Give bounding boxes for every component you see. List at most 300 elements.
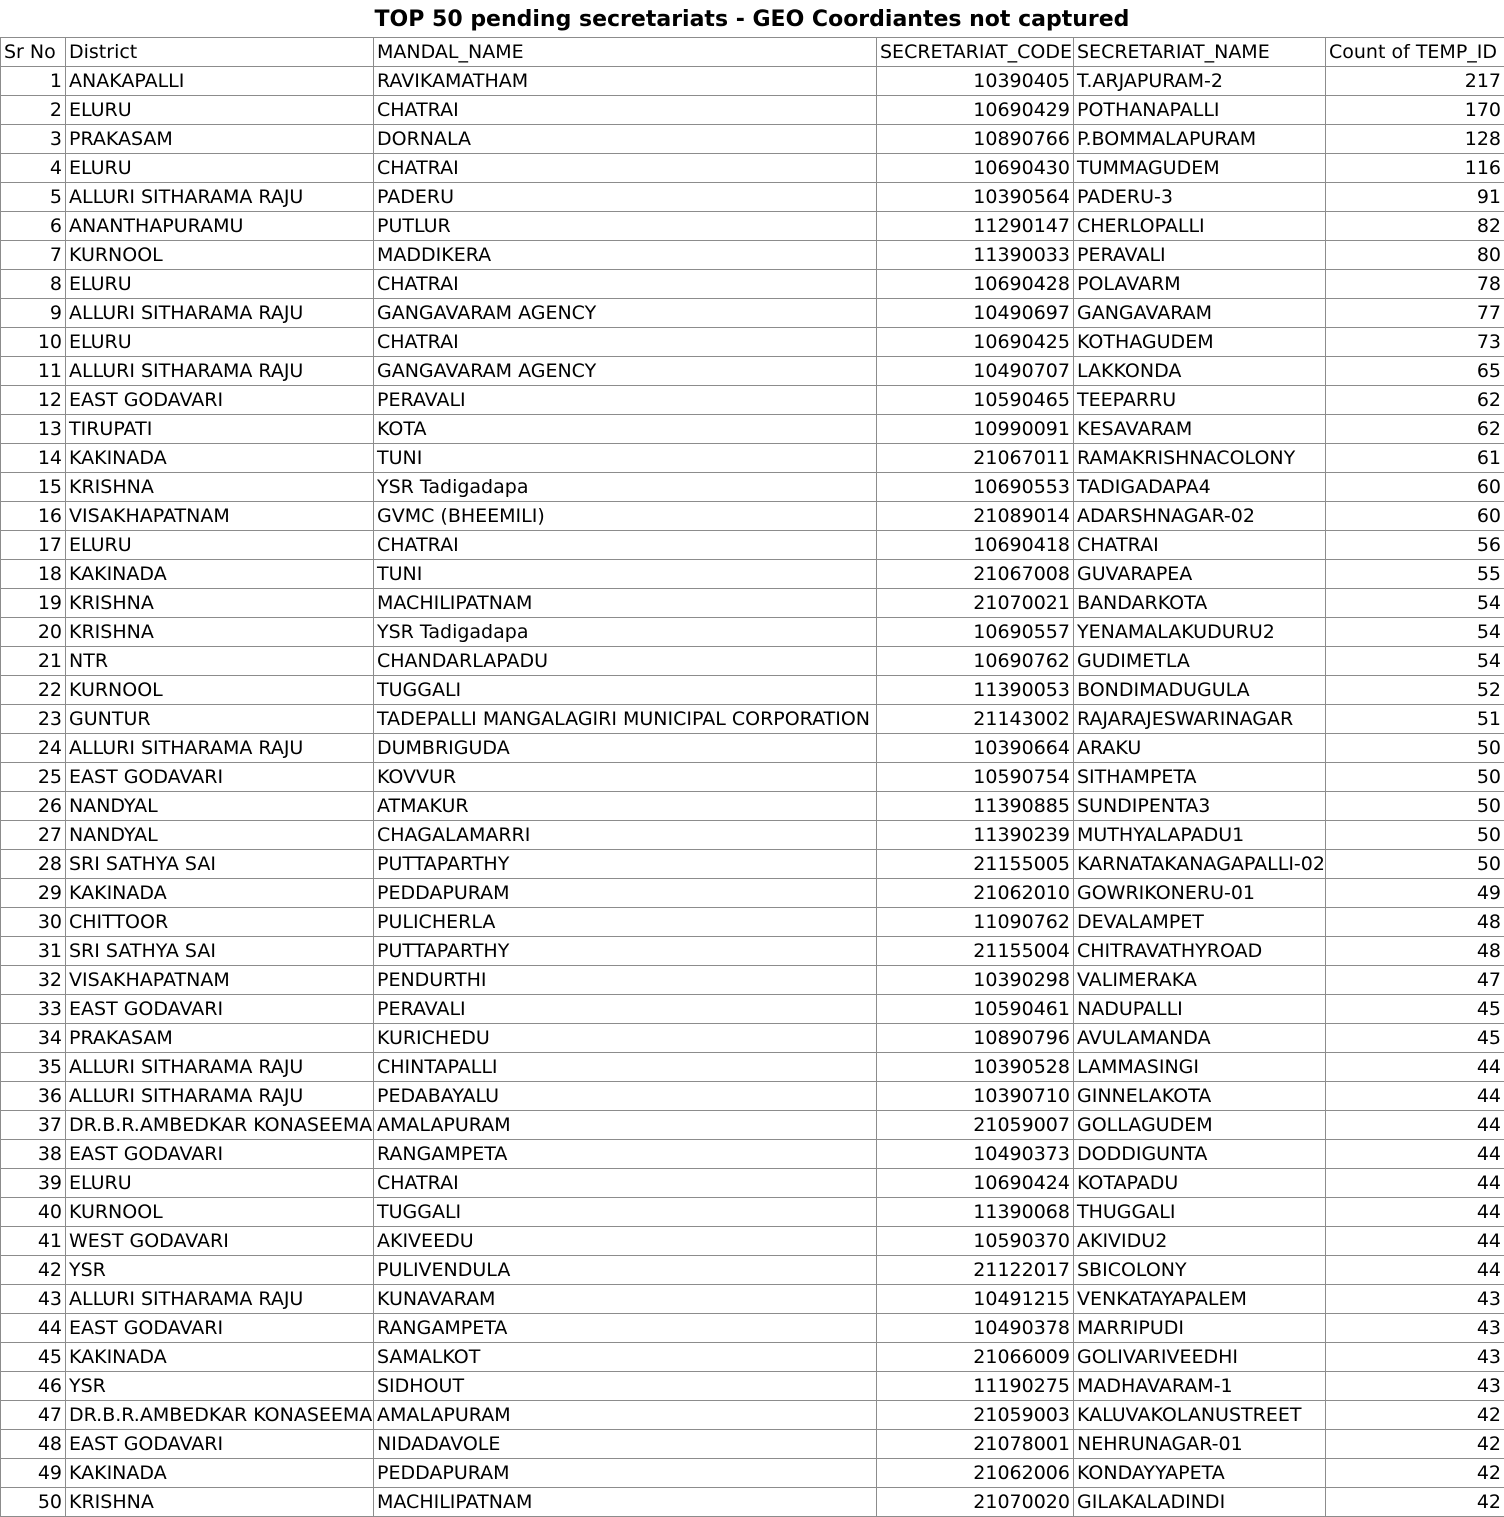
sr-no-cell: 27 [1, 821, 66, 850]
mandal-name-cell: AMALAPURAM [374, 1401, 877, 1430]
mandal-name-cell: RANGAMPETA [374, 1140, 877, 1169]
count-cell: 49 [1326, 879, 1504, 908]
secretariat-name-cell: ARAKU [1074, 734, 1326, 763]
secretariat-code-cell: 21066009 [877, 1343, 1074, 1372]
district-cell: NTR [66, 647, 374, 676]
table-row [1, 937, 1504, 966]
table-row [1, 908, 1504, 937]
mandal-name-cell: CHATRAI [374, 1169, 877, 1198]
district-cell: SRI SATHYA SAI [66, 850, 374, 879]
count-cell: 80 [1326, 241, 1504, 270]
secretariat-name-cell: TUMMAGUDEM [1074, 154, 1326, 183]
table-title: TOP 50 pending secretariats - GEO Coordiantes not captured [374, 7, 1130, 32]
sr-no-cell: 16 [1, 502, 66, 531]
table-row [1, 212, 1504, 241]
secretariat-code-cell: 10491215 [877, 1285, 1074, 1314]
district-cell: EAST GODAVARI [66, 763, 374, 792]
header-row [1, 38, 1504, 67]
count-cell: 44 [1326, 1140, 1504, 1169]
district-cell: ALLURI SITHARAMA RAJU [66, 357, 374, 386]
table-row [1, 1198, 1504, 1227]
sr-no-cell: 43 [1, 1285, 66, 1314]
mandal-name-cell: CHANDARLAPADU [374, 647, 877, 676]
count-cell: 116 [1326, 154, 1504, 183]
secretariat-code-cell: 21070021 [877, 589, 1074, 618]
sr-no-cell: 49 [1, 1459, 66, 1488]
table-row [1, 1169, 1504, 1198]
count-cell: 65 [1326, 357, 1504, 386]
district-cell: EAST GODAVARI [66, 995, 374, 1024]
count-cell: 44 [1326, 1169, 1504, 1198]
district-cell: GUNTUR [66, 705, 374, 734]
sr-no-cell: 4 [1, 154, 66, 183]
district-cell: ALLURI SITHARAMA RAJU [66, 1053, 374, 1082]
mandal-name-cell: YSR Tadigadapa [374, 473, 877, 502]
count-cell: 43 [1326, 1343, 1504, 1372]
count-cell: 45 [1326, 995, 1504, 1024]
district-cell: WEST GODAVARI [66, 1227, 374, 1256]
secretariat-name-cell: T.ARJAPURAM-2 [1074, 67, 1326, 96]
secretariat-name-cell: AVULAMANDA [1074, 1024, 1326, 1053]
district-cell: EAST GODAVARI [66, 1430, 374, 1459]
secretariat-code-cell: 10390710 [877, 1082, 1074, 1111]
count-cell: 62 [1326, 386, 1504, 415]
district-cell: TIRUPATI [66, 415, 374, 444]
district-cell: ALLURI SITHARAMA RAJU [66, 1285, 374, 1314]
count-cell: 60 [1326, 473, 1504, 502]
mandal-name-cell: AMALAPURAM [374, 1111, 877, 1140]
secretariat-name-cell: LAKKONDA [1074, 357, 1326, 386]
table-row [1, 1111, 1504, 1140]
secretariat-name-cell: MUTHYALAPADU1 [1074, 821, 1326, 850]
mandal-name-cell: CHATRAI [374, 154, 877, 183]
district-cell: ELURU [66, 96, 374, 125]
mandal-name-cell: DORNALA [374, 125, 877, 154]
column-header-district: District [66, 38, 374, 67]
table-row [1, 1430, 1504, 1459]
mandal-name-cell: CHATRAI [374, 270, 877, 299]
sr-no-cell: 20 [1, 618, 66, 647]
table-row [1, 995, 1504, 1024]
count-cell: 78 [1326, 270, 1504, 299]
table-row [1, 473, 1504, 502]
count-cell: 44 [1326, 1053, 1504, 1082]
mandal-name-cell: TUNI [374, 444, 877, 473]
secretariat-name-cell: PADERU-3 [1074, 183, 1326, 212]
secretariat-code-cell: 21059003 [877, 1401, 1074, 1430]
table-row [1, 299, 1504, 328]
count-cell: 50 [1326, 850, 1504, 879]
secretariat-name-cell: DEVALAMPET [1074, 908, 1326, 937]
secretariat-code-cell: 10690430 [877, 154, 1074, 183]
table-row [1, 1459, 1504, 1488]
district-cell: KURNOOL [66, 1198, 374, 1227]
sr-no-cell: 33 [1, 995, 66, 1024]
table-row [1, 560, 1504, 589]
secretariat-code-cell: 21062010 [877, 879, 1074, 908]
table-row [1, 1314, 1504, 1343]
column-header-mandal-name: MANDAL_NAME [374, 38, 877, 67]
district-cell: ALLURI SITHARAMA RAJU [66, 183, 374, 212]
sr-no-cell: 46 [1, 1372, 66, 1401]
mandal-name-cell: RAVIKAMATHAM [374, 67, 877, 96]
secretariat-name-cell: KOTAPADU [1074, 1169, 1326, 1198]
secretariat-code-cell: 10690425 [877, 328, 1074, 357]
sr-no-cell: 38 [1, 1140, 66, 1169]
count-cell: 48 [1326, 937, 1504, 966]
table-row [1, 647, 1504, 676]
secretariat-code-cell: 21078001 [877, 1430, 1074, 1459]
secretariat-name-cell: GUDIMETLA [1074, 647, 1326, 676]
secretariat-code-cell: 11390239 [877, 821, 1074, 850]
count-cell: 50 [1326, 821, 1504, 850]
secretariat-name-cell: BONDIMADUGULA [1074, 676, 1326, 705]
table-row [1, 879, 1504, 908]
sr-no-cell: 42 [1, 1256, 66, 1285]
table-row [1, 1140, 1504, 1169]
mandal-name-cell: PERAVALI [374, 995, 877, 1024]
secretariat-code-cell: 10590754 [877, 763, 1074, 792]
district-cell: KAKINADA [66, 1343, 374, 1372]
count-cell: 43 [1326, 1372, 1504, 1401]
mandal-name-cell: MADDIKERA [374, 241, 877, 270]
count-cell: 51 [1326, 705, 1504, 734]
count-cell: 48 [1326, 908, 1504, 937]
table-row [1, 154, 1504, 183]
table-row [1, 531, 1504, 560]
secretariat-code-cell: 21062006 [877, 1459, 1074, 1488]
secretariat-code-cell: 10490707 [877, 357, 1074, 386]
table-row [1, 589, 1504, 618]
secretariat-code-cell: 21059007 [877, 1111, 1074, 1140]
sr-no-cell: 19 [1, 589, 66, 618]
secretariat-name-cell: GINNELAKOTA [1074, 1082, 1326, 1111]
secretariat-code-cell: 10690553 [877, 473, 1074, 502]
secretariat-name-cell: GOLIVARIVEEDHI [1074, 1343, 1326, 1372]
secretariat-name-cell: MARRIPUDI [1074, 1314, 1326, 1343]
district-cell: ELURU [66, 154, 374, 183]
district-cell: SRI SATHYA SAI [66, 937, 374, 966]
count-cell: 54 [1326, 589, 1504, 618]
district-cell: ALLURI SITHARAMA RAJU [66, 734, 374, 763]
secretariat-name-cell: DODDIGUNTA [1074, 1140, 1326, 1169]
sr-no-cell: 37 [1, 1111, 66, 1140]
district-cell: ELURU [66, 1169, 374, 1198]
mandal-name-cell: TADEPALLI MANGALAGIRI MUNICIPAL CORPORATION [374, 705, 877, 734]
secretariat-name-cell: SITHAMPETA [1074, 763, 1326, 792]
secretariat-name-cell: SUNDIPENTA3 [1074, 792, 1326, 821]
sr-no-cell: 13 [1, 415, 66, 444]
sr-no-cell: 28 [1, 850, 66, 879]
count-cell: 62 [1326, 415, 1504, 444]
secretariat-code-cell: 10490697 [877, 299, 1074, 328]
mandal-name-cell: KURICHEDU [374, 1024, 877, 1053]
secretariat-name-cell: RAJARAJESWARINAGAR [1074, 705, 1326, 734]
mandal-name-cell: PUTTAPARTHY [374, 937, 877, 966]
table-row [1, 618, 1504, 647]
sr-no-cell: 31 [1, 937, 66, 966]
mandal-name-cell: PERAVALI [374, 386, 877, 415]
secretariat-name-cell: BANDARKOTA [1074, 589, 1326, 618]
mandal-name-cell: RANGAMPETA [374, 1314, 877, 1343]
sr-no-cell: 5 [1, 183, 66, 212]
table-row [1, 966, 1504, 995]
table-row [1, 1401, 1504, 1430]
mandal-name-cell: KOTA [374, 415, 877, 444]
secretariat-code-cell: 21122017 [877, 1256, 1074, 1285]
sr-no-cell: 14 [1, 444, 66, 473]
district-cell: ELURU [66, 328, 374, 357]
sr-no-cell: 7 [1, 241, 66, 270]
secretariat-code-cell: 10890796 [877, 1024, 1074, 1053]
table-row [1, 1285, 1504, 1314]
district-cell: NANDYAL [66, 821, 374, 850]
sr-no-cell: 17 [1, 531, 66, 560]
sr-no-cell: 24 [1, 734, 66, 763]
secretariat-code-cell: 11390053 [877, 676, 1074, 705]
sr-no-cell: 6 [1, 212, 66, 241]
mandal-name-cell: PENDURTHI [374, 966, 877, 995]
mandal-name-cell: YSR Tadigadapa [374, 618, 877, 647]
district-cell: KAKINADA [66, 444, 374, 473]
mandal-name-cell: PUTTAPARTHY [374, 850, 877, 879]
mandal-name-cell: PADERU [374, 183, 877, 212]
table-row [1, 328, 1504, 357]
secretariat-code-cell: 10590370 [877, 1227, 1074, 1256]
secretariat-code-cell: 10490373 [877, 1140, 1074, 1169]
secretariat-code-cell: 10690762 [877, 647, 1074, 676]
mandal-name-cell: KUNAVARAM [374, 1285, 877, 1314]
sr-no-cell: 39 [1, 1169, 66, 1198]
sr-no-cell: 8 [1, 270, 66, 299]
district-cell: KAKINADA [66, 1459, 374, 1488]
secretariat-name-cell: SBICOLONY [1074, 1256, 1326, 1285]
count-cell: 170 [1326, 96, 1504, 125]
mandal-name-cell: TUNI [374, 560, 877, 589]
mandal-name-cell: CHATRAI [374, 328, 877, 357]
mandal-name-cell: PEDABAYALU [374, 1082, 877, 1111]
district-cell: DR.B.R.AMBEDKAR KONASEEMA [66, 1111, 374, 1140]
secretariat-name-cell: CHITRAVATHYROAD [1074, 937, 1326, 966]
sr-no-cell: 10 [1, 328, 66, 357]
sr-no-cell: 48 [1, 1430, 66, 1459]
secretariat-code-cell: 10390664 [877, 734, 1074, 763]
secretariat-code-cell: 10690418 [877, 531, 1074, 560]
count-cell: 217 [1326, 67, 1504, 96]
secretariat-name-cell: PERAVALI [1074, 241, 1326, 270]
mandal-name-cell: PULICHERLA [374, 908, 877, 937]
secretariat-name-cell: LAMMASINGI [1074, 1053, 1326, 1082]
district-cell: KAKINADA [66, 560, 374, 589]
secretariat-code-cell: 10690424 [877, 1169, 1074, 1198]
mandal-name-cell: MACHILIPATNAM [374, 589, 877, 618]
sr-no-cell: 34 [1, 1024, 66, 1053]
table-row [1, 850, 1504, 879]
secretariat-name-cell: GOLLAGUDEM [1074, 1111, 1326, 1140]
secretariat-code-cell: 11390885 [877, 792, 1074, 821]
count-cell: 44 [1326, 1082, 1504, 1111]
secretariat-name-cell: NEHRUNAGAR-01 [1074, 1430, 1326, 1459]
count-cell: 73 [1326, 328, 1504, 357]
count-cell: 44 [1326, 1198, 1504, 1227]
district-cell: ANANTHAPURAMU [66, 212, 374, 241]
district-cell: EAST GODAVARI [66, 1314, 374, 1343]
mandal-name-cell: NIDADAVOLE [374, 1430, 877, 1459]
secretariat-code-cell: 11290147 [877, 212, 1074, 241]
sr-no-cell: 45 [1, 1343, 66, 1372]
secretariat-code-cell: 21143002 [877, 705, 1074, 734]
secretariat-code-cell: 10590465 [877, 386, 1074, 415]
table-row [1, 792, 1504, 821]
secretariat-code-cell: 21067011 [877, 444, 1074, 473]
district-cell: ELURU [66, 531, 374, 560]
mandal-name-cell: PUTLUR [374, 212, 877, 241]
district-cell: ALLURI SITHARAMA RAJU [66, 299, 374, 328]
mandal-name-cell: CHATRAI [374, 531, 877, 560]
mandal-name-cell: DUMBRIGUDA [374, 734, 877, 763]
table-row [1, 1024, 1504, 1053]
secretariat-code-cell: 21067008 [877, 560, 1074, 589]
sr-no-cell: 18 [1, 560, 66, 589]
secretariat-code-cell: 21089014 [877, 502, 1074, 531]
district-cell: YSR [66, 1372, 374, 1401]
secretariat-code-cell: 10390298 [877, 966, 1074, 995]
secretariat-name-cell: VALIMERAKA [1074, 966, 1326, 995]
secretariat-name-cell: AKIVIDU2 [1074, 1227, 1326, 1256]
mandal-name-cell: GVMC (BHEEMILI) [374, 502, 877, 531]
sr-no-cell: 15 [1, 473, 66, 502]
table-row [1, 1488, 1504, 1517]
count-cell: 60 [1326, 502, 1504, 531]
count-cell: 42 [1326, 1488, 1504, 1517]
count-cell: 91 [1326, 183, 1504, 212]
table-row [1, 357, 1504, 386]
secretariat-name-cell: ADARSHNAGAR-02 [1074, 502, 1326, 531]
secretariat-code-cell: 21070020 [877, 1488, 1074, 1517]
secretariat-name-cell: THUGGALI [1074, 1198, 1326, 1227]
mandal-name-cell: CHINTAPALLI [374, 1053, 877, 1082]
secretariat-name-cell: KALUVAKOLANUSTREET [1074, 1401, 1326, 1430]
mandal-name-cell: MACHILIPATNAM [374, 1488, 877, 1517]
table-row [1, 270, 1504, 299]
secretariat-name-cell: POLAVARM [1074, 270, 1326, 299]
sr-no-cell: 44 [1, 1314, 66, 1343]
count-cell: 47 [1326, 966, 1504, 995]
count-cell: 43 [1326, 1285, 1504, 1314]
table-row [1, 1082, 1504, 1111]
table-row [1, 444, 1504, 473]
mandal-name-cell: KOVVUR [374, 763, 877, 792]
mandal-name-cell: TUGGALI [374, 676, 877, 705]
secretariat-name-cell: CHATRAI [1074, 531, 1326, 560]
table-row [1, 734, 1504, 763]
secretariat-code-cell: 10690428 [877, 270, 1074, 299]
secretariat-code-cell: 10690429 [877, 96, 1074, 125]
secretariat-code-cell: 11390068 [877, 1198, 1074, 1227]
count-cell: 50 [1326, 734, 1504, 763]
sr-no-cell: 2 [1, 96, 66, 125]
table-row [1, 183, 1504, 212]
sr-no-cell: 41 [1, 1227, 66, 1256]
district-cell: PRAKASAM [66, 1024, 374, 1053]
secretariat-name-cell: MADHAVARAM-1 [1074, 1372, 1326, 1401]
secretariat-name-cell: RAMAKRISHNACOLONY [1074, 444, 1326, 473]
sr-no-cell: 47 [1, 1401, 66, 1430]
secretariat-name-cell: GANGAVARAM [1074, 299, 1326, 328]
table-row [1, 415, 1504, 444]
secretariat-name-cell: TADIGADAPA4 [1074, 473, 1326, 502]
count-cell: 128 [1326, 125, 1504, 154]
secretariat-code-cell: 10890766 [877, 125, 1074, 154]
sr-no-cell: 11 [1, 357, 66, 386]
count-cell: 52 [1326, 676, 1504, 705]
secretariat-code-cell: 11090762 [877, 908, 1074, 937]
mandal-name-cell: SIDHOUT [374, 1372, 877, 1401]
count-cell: 42 [1326, 1430, 1504, 1459]
secretariat-code-cell: 10390405 [877, 67, 1074, 96]
district-cell: VISAKHAPATNAM [66, 966, 374, 995]
table-row [1, 67, 1504, 96]
count-cell: 42 [1326, 1459, 1504, 1488]
mandal-name-cell: CHATRAI [374, 96, 877, 125]
district-cell: KRISHNA [66, 1488, 374, 1517]
mandal-name-cell: SAMALKOT [374, 1343, 877, 1372]
count-cell: 42 [1326, 1401, 1504, 1430]
table-row [1, 1227, 1504, 1256]
district-cell: CHITTOOR [66, 908, 374, 937]
count-cell: 44 [1326, 1256, 1504, 1285]
secretariat-code-cell: 21155004 [877, 937, 1074, 966]
column-header-secretariat-name: SECRETARIAT_NAME [1074, 38, 1326, 67]
table-row [1, 96, 1504, 125]
column-header-sr-no: Sr No [1, 38, 66, 67]
count-cell: 77 [1326, 299, 1504, 328]
count-cell: 50 [1326, 792, 1504, 821]
district-cell: KURNOOL [66, 241, 374, 270]
secretariat-name-cell: GUVARAPEA [1074, 560, 1326, 589]
mandal-name-cell: GANGAVARAM AGENCY [374, 357, 877, 386]
sr-no-cell: 1 [1, 67, 66, 96]
district-cell: KURNOOL [66, 676, 374, 705]
sr-no-cell: 35 [1, 1053, 66, 1082]
district-cell: KAKINADA [66, 879, 374, 908]
column-header-count-temp-id: Count of TEMP_ID [1326, 38, 1504, 67]
district-cell: ELURU [66, 270, 374, 299]
sr-no-cell: 29 [1, 879, 66, 908]
secretariat-name-cell: KARNATAKANAGAPALLI-02 [1074, 850, 1326, 879]
sr-no-cell: 21 [1, 647, 66, 676]
mandal-name-cell: CHAGALAMARRI [374, 821, 877, 850]
mandal-name-cell: AKIVEEDU [374, 1227, 877, 1256]
sr-no-cell: 26 [1, 792, 66, 821]
table-row [1, 502, 1504, 531]
count-cell: 61 [1326, 444, 1504, 473]
table-body [1, 67, 1504, 1517]
district-cell: ANAKAPALLI [66, 67, 374, 96]
count-cell: 44 [1326, 1227, 1504, 1256]
secretariat-code-cell: 10690557 [877, 618, 1074, 647]
sr-no-cell: 30 [1, 908, 66, 937]
mandal-name-cell: PULIVENDULA [374, 1256, 877, 1285]
count-cell: 44 [1326, 1111, 1504, 1140]
sr-no-cell: 36 [1, 1082, 66, 1111]
table-row [1, 125, 1504, 154]
count-cell: 50 [1326, 763, 1504, 792]
secretariat-code-cell: 21155005 [877, 850, 1074, 879]
secretariat-name-cell: VENKATAYAPALEM [1074, 1285, 1326, 1314]
mandal-name-cell: TUGGALI [374, 1198, 877, 1227]
table-row [1, 241, 1504, 270]
